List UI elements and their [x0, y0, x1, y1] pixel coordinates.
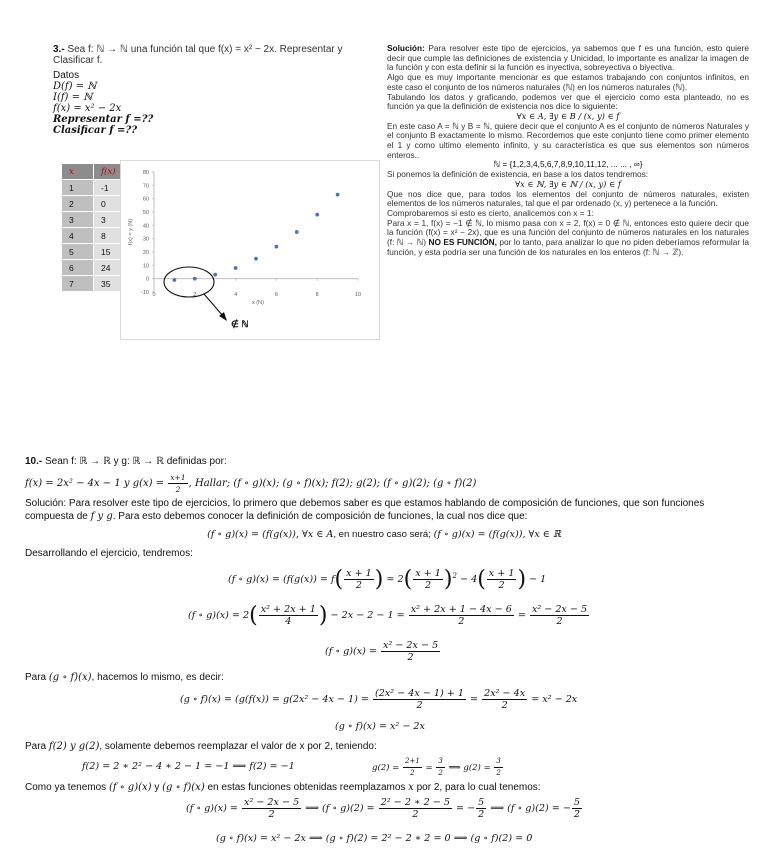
ex10-number: 10.-: [25, 456, 43, 467]
chart-frame: [121, 161, 380, 340]
table-row: [62, 180, 126, 196]
fog2-end: ⟹ (f ∘ g)(2) = −: [490, 803, 571, 814]
final-intro: [25, 782, 541, 793]
y-tick-label: 60: [142, 196, 149, 203]
final-intro-b: (f ∘ g)(x): [108, 782, 152, 793]
ex3-intro: Sea f: ℕ → ℕ una función tal que f(x) = x² − 2x. Representar y Clasificar f.: [53, 44, 343, 66]
gof-intro: [25, 672, 224, 683]
table-cell: 15: [94, 244, 126, 260]
datos-clasificar: Clasificar f =??: [53, 125, 138, 136]
fog-step2: (f ∘ g)(x) = 2( $\frac{\text{x² + 2x + 1}}{4}$ ) − 2x − 2 − 1 = $\frac{\text{x² + 2x + 1 − 4x − 6}}{2}$ = $\frac{\text{x² − 2x − 5}}{2}$: [188, 603, 588, 628]
table-cell: 8: [94, 228, 126, 244]
solution-p8a: Para x = 1, f(x) = −1 ∉ ℕ, lo mismo pasa con x = 2, f(x) = 0 ∉ ℕ, entonces esto quiere decir que la función (f(x) = x² − 2x), que es una función del conjunto de números naturales en los naturales (f: ℕ → ℕ): [387, 217, 749, 248]
fog2-frac2: [379, 797, 452, 820]
final-intro-c: y: [151, 782, 163, 793]
x-tick-label: 10: [354, 292, 362, 298]
y-tick-label: -10: [141, 290, 149, 296]
table-cell: 0: [94, 196, 126, 212]
solution-p1-text: Para resolver este tipo de ejercicios, ya sabemos que f es una función, esto quiere decir que cumple las definiciones de existencia y Unicidad, lo importante es analizar la imagen de la función y con esta definir si la función es inyectiva, sobreyectiva o biyectiva.: [387, 43, 750, 73]
solution-p2: Algo que es muy importante mencionar es que estamos trabajando con conjuntos infinitos, en este caso el conjunto de los números naturales (ℕ) en los números naturales (ℕ).: [387, 72, 749, 92]
datos-label: Datos: [53, 70, 80, 81]
frac-den: 2: [268, 809, 275, 820]
fog-result-frac: [381, 640, 440, 663]
g2-equation: g(2) = $\frac{2+1}{2}$ = $\frac{3}{2}$ ⟹ g(2) = $\frac{3}{2}$: [372, 757, 501, 777]
y-axis-label: f(x) = y (N): [128, 218, 134, 246]
frac-den: 2: [410, 769, 415, 777]
final-intro-e: en estas funciones obtenidas reemplazamos: [204, 782, 409, 793]
table-header-x: x: [62, 164, 94, 180]
frac-num: (2x² − 4x − 1) + 1: [375, 688, 464, 699]
solution-p1: [387, 44, 749, 73]
y-tick-label: 0: [145, 276, 149, 283]
x-tick-label: 0: [152, 292, 156, 298]
frac-num: 2+1: [403, 756, 422, 768]
x-tick-label: 8: [315, 292, 319, 298]
fog-step1: (f ∘ g)(x) = (f(g(x)) = f( $\frac{x + 1}{2}$ ) = 2( $\frac{x + 1}{2}$ )$^2$ − 4( $\frac{x + 1}{2}$ ) − 1: [228, 567, 547, 592]
frac-den: 2: [501, 700, 508, 711]
f2g2-intro-c: , solamente debemos reemplazar el valor de x por 2, teniendo:: [99, 741, 377, 752]
solution-eq-naturals: ℕ = {1,2,3,4,5,6,7,8,9,10,11,12, ... ... , ∞}: [493, 159, 643, 170]
fog2-frac3: [476, 797, 486, 820]
ex3-statement: [53, 44, 383, 66]
table-row: [62, 228, 126, 244]
solution-p8: [387, 219, 749, 258]
f2-equation: f(2) = 2 ∗ 2² − 4 ∗ 2 − 1 = −1 ⟹ f(2) = −1: [82, 761, 295, 772]
table-row: [62, 196, 126, 212]
table-cell: 3: [94, 212, 126, 228]
table-cell: 4: [62, 228, 94, 244]
solution-p8c: por lo tanto, para analizar lo que no piden deberíamos reformular la función, y esta podría ser una función de los naturales en los enteros (f: ℕ → ℤ).: [387, 237, 749, 257]
ex3-number: 3.-: [53, 44, 65, 55]
frac-num: x+1: [170, 473, 186, 482]
table-row: [62, 260, 126, 276]
def-line-c: (f ∘ g)(x) = (f(g(x)), ∀x ∈ ℝ: [433, 529, 561, 540]
frac-num: x² − 2x − 5: [244, 797, 300, 808]
table-row: [62, 276, 126, 292]
fog2-eq: = −: [456, 803, 476, 814]
fog-step1-lead: (f ∘ g)(x) = (f(g(x)) = f: [228, 574, 335, 585]
solution-p3: Tabulando los datos y graficando, podemos ver que el ejercicio como esta planteado, no es función ya que la definición de existencia nos dice lo siguiente:: [387, 91, 749, 112]
fog-result: [325, 640, 441, 663]
solution-eq-existence-n: ∀x ∈ ℕ, ∃y ∈ ℕ / (x, y) ∈ f: [515, 178, 621, 189]
gof-result: (g ∘ f)(x) = x² − 2x: [335, 721, 425, 732]
frac-den: 2: [407, 652, 414, 663]
frac-den: 2: [175, 485, 181, 494]
fog2-equation: (f ∘ g)(x) = $\frac{\text{x² − 2x − 5}}{2}$ ⟹ (f ∘ g)(2) = $\frac{\text{2² − 2 ∗ 2 − 5}}{2}$ = − $\frac{5}{2}$ ⟹ (f ∘ g)(2) = − $\frac{5}{2}$: [186, 797, 580, 820]
table-cell: 6: [62, 260, 94, 276]
frac-num: 2² − 2 ∗ 2 − 5: [380, 797, 450, 808]
y-tick-label: 70: [142, 183, 149, 190]
table-cell: 1: [62, 180, 94, 196]
final-intro-d: (g ∘ f)(x): [162, 782, 205, 793]
solution-label: Solución:: [387, 43, 425, 53]
solution-p4: En este caso A = ℕ y B = ℕ, quiere decir que el conjunto A es el conjunto de números Naturales y el conjunto B exactamente lo mismo. Recordemos que este conjunto tiene como primer elemento el 1 y como ultimo elemento infinito, y su característica es que sus elementos son números enteros..: [387, 120, 749, 160]
ex3-solution: [387, 44, 749, 257]
table-cell: -1: [94, 180, 126, 196]
table-row: [62, 212, 126, 228]
y-tick-label: 80: [142, 170, 149, 176]
frac-num: x² − 2x − 5: [383, 640, 439, 651]
gof-intro-c: , hacemos lo mismo, es decir:: [91, 672, 224, 683]
fog-result-label: (f ∘ g)(x) =: [325, 646, 377, 657]
composition-definition: [0, 529, 768, 540]
data-point: [193, 277, 197, 281]
table-cell: 5: [62, 244, 94, 260]
x-tick-label: 6: [274, 292, 278, 298]
table-header-row: [62, 164, 126, 180]
solution-p6: Que nos dice que, para todos los elementos del conjunto de números naturales, existen elementos de los números naturales, tal que el par ordenado (x, y) pertenece a la función.: [387, 188, 749, 209]
table-row: [62, 244, 126, 260]
final-intro-g: por 2, para lo cual tenemos:: [413, 782, 541, 793]
fog2-frac1: [242, 797, 301, 820]
scatter-chart: [120, 160, 380, 340]
gof-intro-b: (g ∘ f)(x): [48, 672, 92, 683]
data-point: [315, 213, 319, 217]
no-es-funcion: NO ES FUNCIÓN,: [428, 237, 497, 248]
solution-p5: Si ponemos la definición de existencia, en base a los datos tendremos:: [387, 169, 649, 180]
data-point: [213, 273, 217, 277]
f2g2-intro-a: Para: [25, 741, 49, 752]
gof-frac1: [373, 688, 466, 711]
frac-num: 3: [436, 756, 444, 768]
gof-frac2: [482, 688, 527, 711]
datos-function: f(x) = x² − 2x: [53, 103, 122, 114]
y-tick-label: 10: [142, 263, 149, 270]
table-header-fx: f(x): [94, 164, 126, 180]
gof-step1-end: = x² − 2x: [531, 694, 578, 705]
fog-step2-lead: (f ∘ g)(x) = 2: [188, 610, 250, 621]
x-axis-label: x (N): [252, 300, 264, 306]
data-point: [275, 245, 279, 249]
f2g2-intro-b: f(2) y g(2): [48, 741, 100, 752]
sol-part-b: f y g: [90, 511, 113, 522]
ex10-intro-text: Sean f: ℝ → ℝ y g: ℝ → ℝ definidas por:: [45, 456, 227, 467]
frac-den: 2: [478, 809, 485, 820]
table-cell: 2: [62, 196, 94, 212]
data-point: [234, 266, 238, 270]
datos-domain: D(f) = ℕ: [53, 81, 97, 92]
solution-p7: Comprobaremos si esto es cierto, analicemos con x = 1:: [387, 207, 594, 218]
ex10-intro: [25, 456, 227, 467]
frac-den: 2: [438, 769, 443, 777]
datos-representar: Representar f =??: [53, 114, 154, 125]
x-tick-label: 4: [234, 292, 238, 298]
ex10-solution: [25, 497, 745, 523]
sol-part-c: . Para esto debemos conocer la definición de composición de funciones, la cual nos dice que:: [112, 511, 528, 522]
ex10-definitions: [25, 472, 476, 495]
y-tick-label: 20: [142, 250, 149, 256]
g2-frac2: [436, 756, 444, 779]
data-point: [254, 257, 258, 261]
x-tick-label: 2: [193, 292, 197, 298]
ex3-datos: [53, 70, 193, 136]
g2-mid: ⟹ g(2) =: [448, 763, 491, 773]
not-in-n-annotation: ∉ ℕ: [231, 319, 249, 329]
fog2-lead: (f ∘ g)(x) =: [186, 803, 238, 814]
def-line-b: , en nuestro caso será;: [333, 529, 434, 540]
y-tick-label: 40: [142, 223, 149, 230]
table-cell: 35: [94, 276, 126, 292]
gof-intro-a: Para: [25, 672, 49, 683]
solution-eq-existence: ∀x ∈ A, ∃y ∈ B / (x, y) ∈ f: [516, 110, 620, 121]
defs-part-a: f(x) = 2x² − 4x − 1 y g(x) =: [25, 478, 165, 489]
sol-part-a: Solución: Para resolver este tipo de ejercicios, lo primero que debemos saber es que estamos hablando de composición de funciones, que son funciones compuesta de: [25, 498, 705, 522]
y-tick-label: 50: [142, 210, 149, 216]
defs-frac: [168, 472, 187, 495]
desarrollo-label: Desarrollando el ejercicio, tendremos:: [25, 548, 193, 559]
values-table: [61, 163, 126, 292]
table-cell: 3: [62, 212, 94, 228]
datos-image: I(f) = ℕ: [53, 92, 93, 103]
table-cell: 24: [94, 260, 126, 276]
table-cell: 7: [62, 276, 94, 292]
frac-den: 2: [412, 809, 419, 820]
def-line-a: (f ∘ g)(x) = (f(g(x)), ∀x ∈ A: [207, 529, 334, 540]
f2g2-intro: [25, 741, 377, 752]
frac-num: 2x² − 4x: [484, 688, 526, 699]
frac-den: 2: [416, 700, 423, 711]
data-point: [173, 278, 177, 282]
gof-step1-lead: (g ∘ f)(x) = (g(f(x)) = g(2x² − 4x − 1) =: [180, 694, 369, 705]
g2-frac1: [403, 756, 422, 779]
y-tick-label: 30: [142, 236, 149, 243]
defs-part-b: , Hallar; (f ∘ g)(x); (g ∘ f)(x); f(2); g(2); (f ∘ g)(2); (g ∘ f)(2): [188, 478, 477, 489]
g2-lead: g(2) =: [372, 763, 400, 773]
fog2-mid: ⟹ (f ∘ g)(2) =: [305, 803, 375, 814]
gof2-equation: (g ∘ f)(x) = x² − 2x ⟹ (g ∘ f)(2) = 2² − 2 ∗ 2 = 0 ⟹ (g ∘ f)(2) = 0: [216, 833, 533, 844]
final-intro-f: x: [408, 782, 414, 793]
gof-step1: (g ∘ f)(x) = (g(f(x)) = g(2x² − 4x − 1) = $\frac{\text{(2x² − 4x − 1) + 1}}{2}$ = $\frac{\text{2x² − 4x}}{2}$ = x² − 2x: [180, 688, 578, 711]
frac-num: 5: [478, 797, 485, 808]
data-point: [295, 230, 299, 234]
data-point: [336, 193, 340, 197]
final-intro-a: Como ya tenemos: [25, 782, 109, 793]
